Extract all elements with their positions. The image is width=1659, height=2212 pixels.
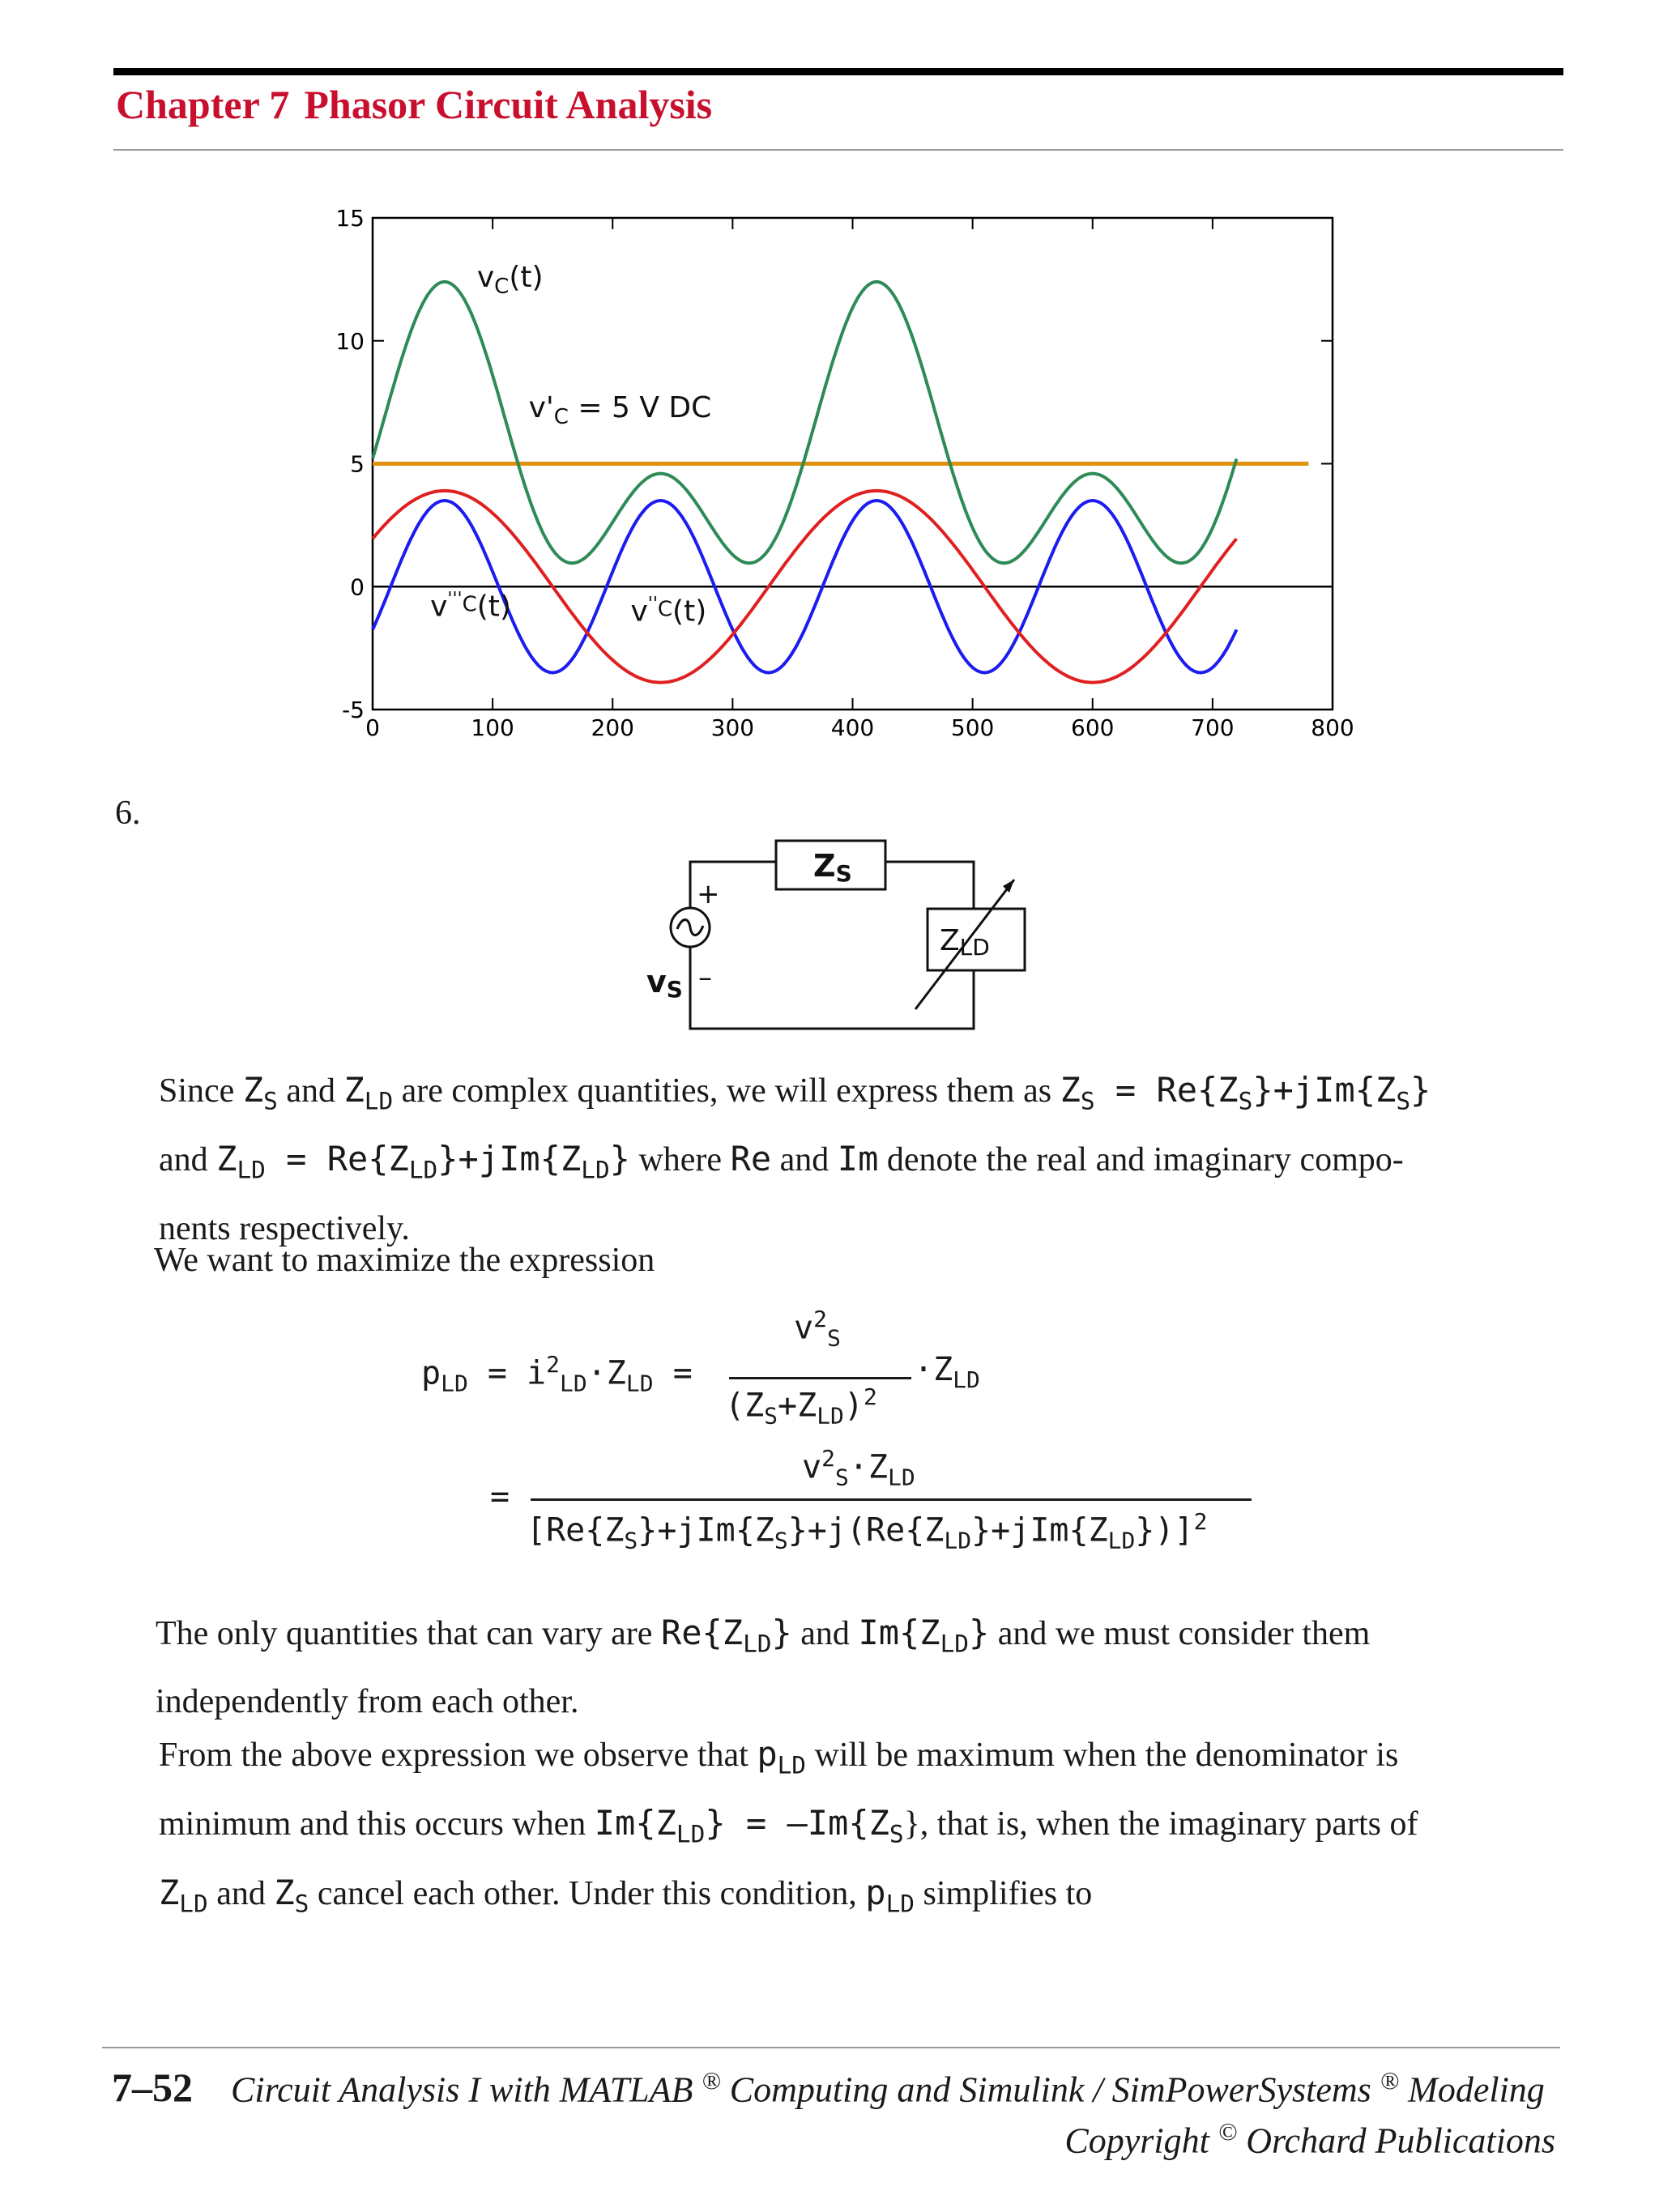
vs-label: v bbox=[646, 964, 667, 999]
label-vc: $v_C(t)$ bbox=[476, 260, 544, 299]
y-tick-label: 0 bbox=[350, 573, 365, 601]
eq2-fraction-bar bbox=[531, 1498, 1252, 1501]
footer-rule bbox=[102, 2047, 1560, 2048]
x-tick-label: 700 bbox=[1191, 714, 1235, 741]
y-tick-label: 10 bbox=[335, 327, 365, 355]
zs-sub: S bbox=[835, 860, 852, 887]
page-number: 7–52 bbox=[112, 2065, 193, 2110]
copyright: Copyright © Orchard Publications bbox=[1064, 2118, 1555, 2161]
svg-text:ZLD bbox=[940, 924, 990, 961]
x-tick-label: 0 bbox=[365, 714, 380, 741]
x-tick-label: 200 bbox=[591, 714, 634, 741]
x-tick-label: 400 bbox=[830, 714, 875, 741]
chapter-number: Chapter 7 bbox=[116, 82, 290, 127]
label-v2: $v''_C(t)$ bbox=[630, 594, 707, 629]
chapter-title: Phasor Circuit Analysis bbox=[304, 82, 713, 127]
circuit-diagram bbox=[640, 818, 1045, 1045]
x-tick-label: 500 bbox=[950, 714, 995, 741]
chart bbox=[300, 198, 1377, 753]
paragraph-2: We want to maximize the expression bbox=[154, 1242, 655, 1279]
label-dc: $v'_C = 5$ V DC bbox=[528, 390, 712, 429]
x-tick-label: 300 bbox=[710, 714, 755, 741]
chart-series bbox=[373, 282, 1308, 683]
chapter-heading bbox=[116, 81, 712, 128]
eq2-equals: = bbox=[490, 1478, 510, 1515]
y-tick-label: 5 bbox=[350, 450, 365, 478]
y-tick-label: -5 bbox=[342, 697, 365, 723]
eq2-num: $v^2_S\cdot Z_{LD}$ bbox=[802, 1445, 915, 1491]
zld-label: Z bbox=[940, 924, 960, 957]
sine-icon bbox=[677, 919, 703, 935]
zld-sub: LD bbox=[959, 934, 990, 961]
x-tick-label: 100 bbox=[471, 714, 514, 741]
header-rule bbox=[113, 68, 1563, 75]
eq2-den: $[Re\{Z_S\}+jIm\{Z_S\}+j(Re\{Z_{LD}\}+jIm\{Z_{LD}\})]^2$ bbox=[527, 1508, 1208, 1554]
paragraph-3: The only quantities that can vary are $Re\{Z_{LD}\}$ and $Im\{Z_{LD}\}$ and we must consider them independently from each other. bbox=[156, 1613, 1371, 1721]
label-v3: $v'''_C(t)$ bbox=[430, 589, 511, 624]
eq1-num: $v^2_S$ bbox=[794, 1306, 841, 1352]
svg-text:vS bbox=[646, 964, 683, 1003]
minus-sign: – bbox=[698, 961, 712, 994]
wire-top-right bbox=[885, 862, 974, 909]
eq1-den: $(Z_S+Z_{LD})^2$ bbox=[725, 1383, 877, 1430]
vs-sub: S bbox=[666, 976, 683, 1003]
y-tick-label: 15 bbox=[335, 205, 365, 232]
paragraph-4: From the above expression we observe that $p_{LD}$ will be maximum when the denominator is minimum and this occurs when $Im\{Z_{LD}\} = -Im\{Z_S\}$, that is, when the imaginary parts of $Z_{LD}$ and $Z_S$ cancel each other. Under this condition, $p_{LD}$ simplifies to bbox=[159, 1734, 1418, 1918]
header-underline bbox=[113, 149, 1563, 151]
book-title: Circuit Analysis I with MATLAB ® Computing and Simulink / SimPowerSystems ® Modeling bbox=[231, 2067, 1545, 2110]
eq1-lhs: $p_{LD} = i^2_{LD}\cdot Z_{LD}$ = bbox=[421, 1351, 693, 1397]
x-tick-label: 800 bbox=[1311, 714, 1354, 741]
question-number: 6. bbox=[115, 795, 141, 832]
svg-text:ZS bbox=[813, 848, 852, 887]
eq1-fraction-bar bbox=[729, 1377, 911, 1379]
zs-label: Z bbox=[813, 848, 836, 884]
plus-sign: + bbox=[697, 878, 720, 910]
x-tick-label: 600 bbox=[1071, 714, 1115, 741]
paragraph-1: Since $Z_S$ and $Z_{LD}$ are complex quantities, we will express them as $Z_S = Re\{Z_S\}+jIm\{Z_S\}$ and $Z_{LD} = Re\{Z_{LD}\}+jIm\{Z_{LD}\}$ where Re and Im denote the real and imaginary compo- nents respectively. bbox=[159, 1070, 1431, 1247]
eq1-rhs: $\cdot Z_{LD}$ bbox=[914, 1351, 980, 1393]
